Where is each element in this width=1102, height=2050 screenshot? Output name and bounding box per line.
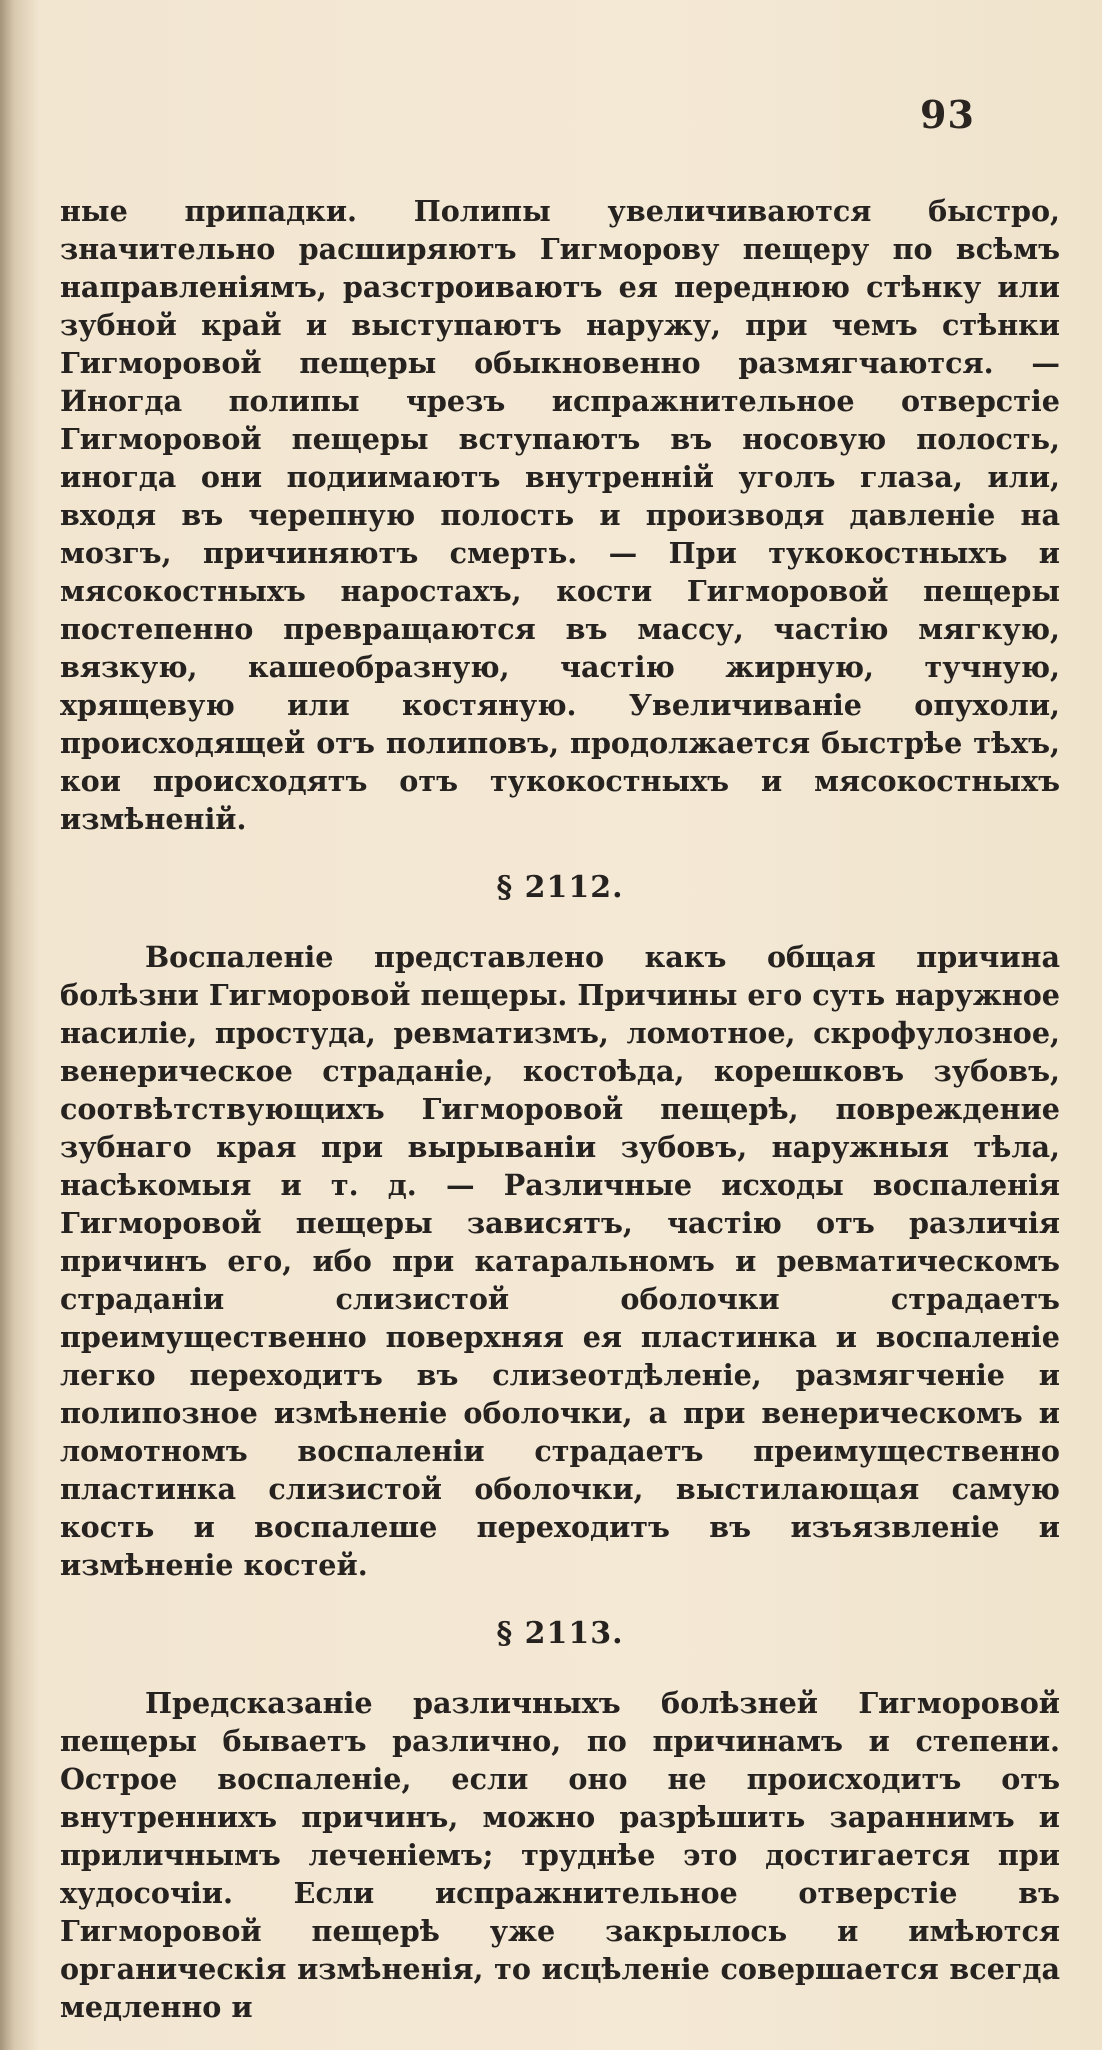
spacer: [60, 1584, 1060, 1614]
paragraph-continued: ные припадки. Полипы увеличиваются быстро, значительно расширяютъ Гигморову пещеру по всѣмъ направленіямъ, разстроиваютъ ея переднюю стѣнку или зубной край и выступаютъ наружу, при чемъ стѣнки Гигморовой пещеры обыкновенно размягчаются. — Иногда полипы чрезъ испражнительное отверстіе Гигморовой пещеры вступаютъ въ носовую полость, иногда они подиимаютъ внутренній уголъ глаза, или, входя въ черепную полость и производя давленіе на мозгъ, причиняютъ смерть. — При тукокостныхъ и мясокостныхъ наростахъ, кости Гигморовой пещеры постепенно превращаются въ массу, частію мягкую, вязкую, кашеобразную, частію жирную, тучную, хрящевую или костяную. Увеличиваніе опухоли, происходящей отъ полиповъ, продолжается быстрѣе тѣхъ, кои происходятъ отъ тукокостныхъ и мясокостныхъ измѣненій.: [60, 194, 1060, 836]
spacer: [60, 908, 1060, 938]
section-heading-2112: § 2112.: [496, 870, 624, 905]
page-text: [60, 192, 1060, 2026]
page-number: 93: [920, 92, 975, 137]
spacer: [60, 838, 1060, 868]
spacer: [60, 1654, 1060, 1684]
paragraph-2112: Воспаленіе представлено какъ общая причина болѣзни Гигморовой пещеры. Причины его суть наружное насиліе, простуда, ревматизмъ, ломотное, скрофулозное, венерическое страданіе, костоѣда, корешковъ зубовъ, соотвѣтствующихъ Гигморовой пещерѣ, повреждение зубнаго края при вырываніи зубовъ, наружныя тѣла, насѣкомыя и т. д. — Различные исходы воспаленія Гигморовой пещеры зависятъ, частію отъ различія причинъ его, ибо при катаральномъ и ревматическомъ страданіи слизистой оболочки страдаетъ преимущественно поверхняя ея пластинка и воспаленіе легко переходитъ въ слизеотдѣленіе, размягченіе и полипозное измѣненіе оболочки, а при венерическомъ и ломотномъ воспаленіи страдаетъ преимущественно пластинка слизистой оболочки, выстилающая самую кость и воспалеше переходитъ въ изъязвленіе и измѣненіе костей.: [60, 940, 1060, 1582]
paragraph-2113: Предсказаніе различныхъ болѣзней Гигморовой пещеры бываетъ различно, по причинамъ и степени. Острое воспаленіе, если оно не происходитъ отъ внутреннихъ причинъ, можно разрѣшить зараннимъ и приличнымъ леченіемъ; труднѣе это достигается при худосочіи. Если испражнительное отверстіе въ Гигморовой пещерѣ уже закрылось и имѣются органическія измѣненія, то исцѣленіе совершается всегда медленно и: [60, 1686, 1060, 2024]
section-heading-2113: § 2113.: [496, 1616, 624, 1651]
